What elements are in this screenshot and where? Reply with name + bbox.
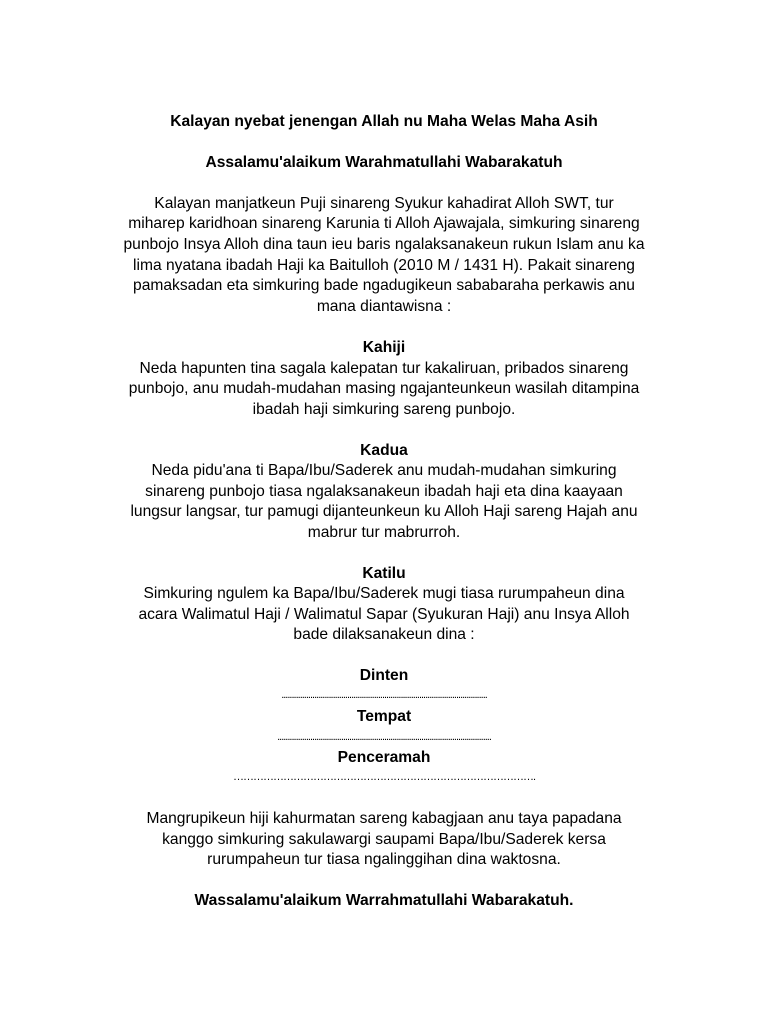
section-line: bade dilaksanakeun dina : — [293, 626, 475, 643]
section-line: acara Walimatul Haji / Walimatul Sapar (Syukuran Haji) anu Insya Alloh — [138, 606, 630, 623]
closing-line: rurumpaheun tur tiasa ngalinggihan dina waktosna. — [207, 851, 561, 868]
detail-blank-penceramah: ………………………………………………………………………………. — [232, 771, 536, 783]
section-heading: Kahiji — [362, 339, 406, 356]
section-line: sinareng punbojo tiasa ngalaksanakeun ibadah haji eta dina kaayaan — [145, 483, 623, 500]
intro-line: pamaksadan eta simkuring bade ngadugikeun sababaraha perkawis anu — [133, 277, 635, 294]
section-line: Neda hapunten tina sagala kalepatan tur kakaliruan, pribados sinareng — [139, 360, 629, 377]
closing-line: Mangrupikeun hiji kahurmatan sareng kabagjaan anu taya papadana — [146, 810, 622, 827]
detail-blank-tempat: ........................................................................................................ — [277, 731, 491, 743]
detail-label-penceramah: Penceramah — [337, 749, 431, 766]
salam-greeting: Assalamu'alaikum Warahmatullahi Wabarakatuh — [205, 154, 563, 171]
closing-line: kanggo simkuring sakulawargi saupami Bapa/Ibu/Saderek kersa — [162, 831, 606, 848]
farewell-greeting: Wassalamu'alaikum Warrahmatullahi Wabarakatuh. — [194, 892, 574, 909]
intro-line: punbojo Insya Alloh dina taun ieu baris ngalaksanakeun rukun Islam anu ka — [123, 236, 645, 253]
section-heading: Katilu — [362, 565, 406, 582]
opening-line: Kalayan nyebat jenengan Allah nu Maha Welas Maha Asih — [170, 113, 598, 130]
section-line: lungsur langsar, tur pamugi dijanteunkeun ku Alloh Haji sareng Hajah anu — [130, 503, 638, 520]
intro-line: lima nyatana ibadah Haji ka Baitulloh (2010 M / 1431 H). Pakait sinareng — [133, 257, 635, 274]
detail-label-dinten: Dinten — [359, 667, 409, 684]
detail-blank-dinten: .................................................................................................... — [281, 689, 487, 701]
intro-line: miharep karidhoan sinareng Karunia ti Alloh Ajawajala, simkuring sinareng — [128, 215, 640, 232]
section-line: Simkuring ngulem ka Bapa/Ibu/Saderek mugi tiasa rurumpaheun dina — [143, 585, 625, 602]
section-line: punbojo, anu mudah-mudahan masing ngajanteunkeun wasilah ditampina — [128, 380, 640, 397]
section-line: mabrur tur mabrurroh. — [307, 524, 461, 541]
detail-label-tempat: Tempat — [356, 708, 412, 725]
section-line: Neda pidu'ana ti Bapa/Ibu/Saderek anu mudah-mudahan simkuring — [151, 462, 617, 479]
section-heading: Kadua — [360, 442, 408, 459]
intro-line: mana diantawisna : — [316, 298, 452, 315]
intro-line: Kalayan manjatkeun Puji sinareng Syukur kahadirat Alloh SWT, tur — [154, 195, 614, 212]
section-line: ibadah haji simkuring sareng punbojo. — [252, 401, 516, 418]
